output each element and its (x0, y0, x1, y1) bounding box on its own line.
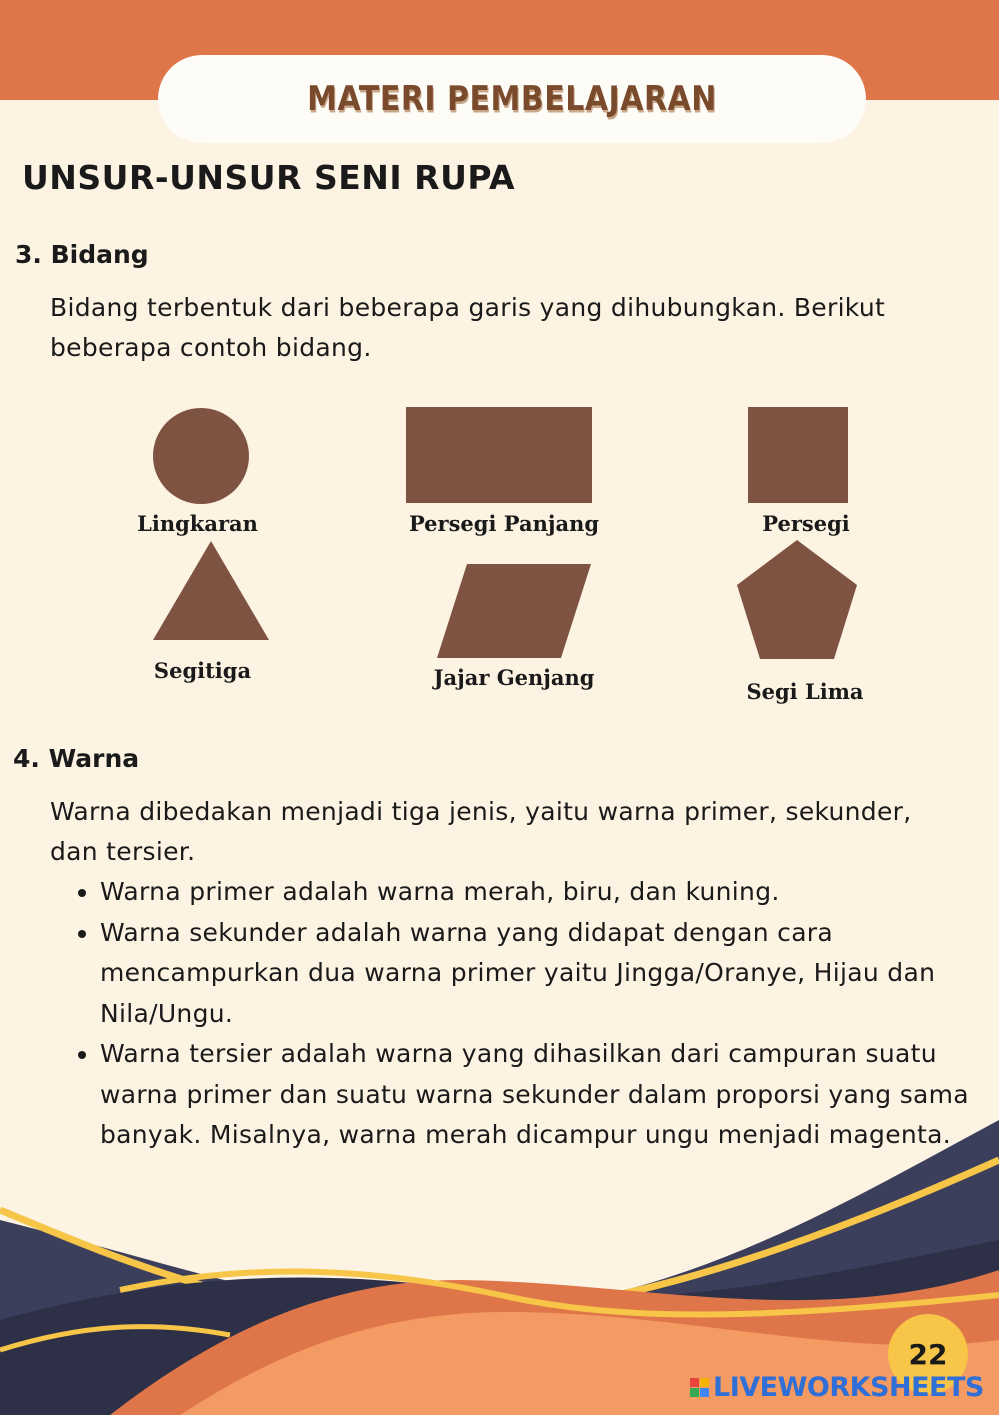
watermark-text: LIVEWORKSHEETS (713, 1372, 984, 1403)
list-item: • Warna primer adalah warna merah, biru, dan kuning. (100, 872, 980, 913)
rectangle-icon (406, 407, 592, 503)
shape-label-lingkaran: Lingkaran (137, 511, 258, 536)
shape-label-jajar-genjang: Jajar Genjang (433, 665, 595, 690)
warna-paragraph-line2: dan tersier. (50, 837, 196, 866)
liveworksheets-watermark (690, 1372, 984, 1403)
page-title: MATERI PEMBELAJARAN (307, 79, 717, 119)
page-number: 22 (908, 1337, 948, 1371)
main-heading: UNSUR-UNSUR SENI RUPA (22, 158, 516, 197)
list-item: • Warna sekunder adalah warna yang didapat dengan cara mencampurkan dua warna primer yaitu Jingga/Oranye, Hijau dan Nila/Ungu. (100, 913, 980, 1035)
warna-paragraph-line1: Warna dibedakan menjadi tiga jenis, yaitu warna primer, sekunder, (50, 797, 912, 826)
shape-label-segi-lima: Segi Lima (746, 679, 864, 704)
parallelogram-icon (437, 564, 592, 658)
section-heading-bidang: 3. Bidang (15, 240, 149, 269)
shape-label-persegi-panjang: Persegi Panjang (408, 511, 600, 536)
shape-label-persegi: Persegi (762, 511, 850, 536)
circle-icon (152, 407, 250, 505)
warna-paragraph (50, 792, 950, 872)
section-heading-warna: 4. Warna (13, 744, 140, 773)
square-icon (748, 407, 848, 503)
title-banner (158, 55, 866, 143)
footer-wave-decoration (0, 1100, 999, 1415)
bidang-paragraph-line2: beberapa contoh bidang. (50, 333, 372, 362)
bidang-paragraph-line1: Bidang terbentuk dari beberapa garis yang dihubungkan. Berikut (50, 293, 886, 322)
pentagon-icon (737, 540, 858, 660)
bidang-paragraph (50, 288, 950, 368)
liveworksheets-logo-icon (690, 1378, 709, 1397)
triangle-icon (153, 541, 269, 641)
shape-label-segitiga: Segitiga (153, 658, 252, 683)
list-item: • Warna tersier adalah warna yang dihasilkan dari campuran suatu warna primer dan suatu warna sekunder dalam proporsi yang sama banyak. Misalnya, warna merah dicampur ungu menjadi magenta. (100, 1034, 980, 1156)
